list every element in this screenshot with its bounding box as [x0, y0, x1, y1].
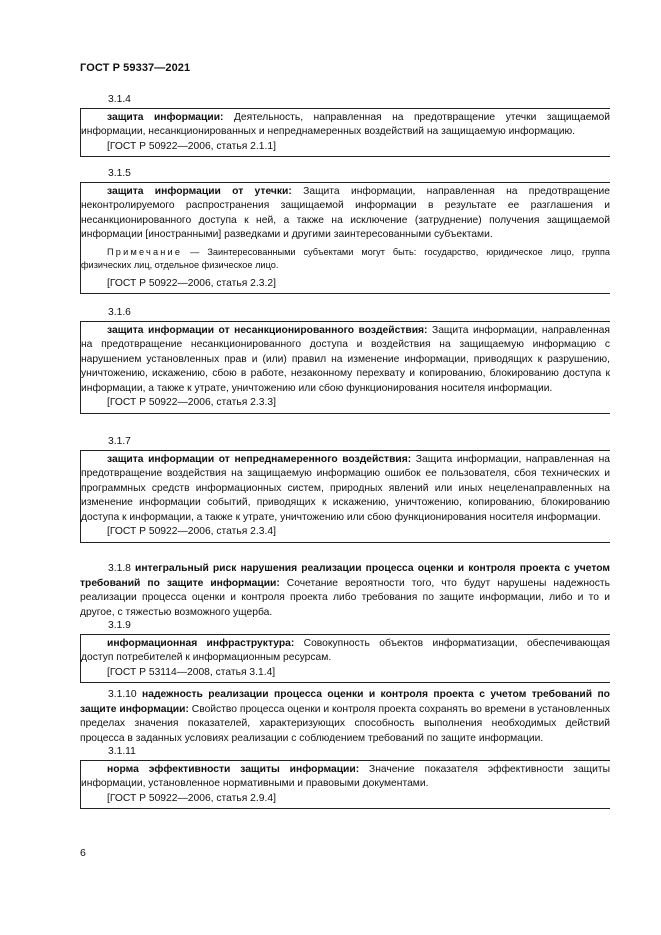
definition-text: Свойство процесса оценки и контроля проекта сохранять во времени в установленных пределах значения показателей, характеризующих способность выполнения необходимых действий процесса в заданных условиях реализации с соблюдением требований по защите информации. [80, 703, 610, 744]
definition-text: Защита информации, направленная на предотвращение несанкционированного доступа и воздействия на защищаемую информацию с нарушением установленных прав и (или) правил на изменение информации, приводящих к разрушению, уничтожению, искажению, сбою в работе, незаконному перехвату и копированию, блокированию доступа к информации, а также к утрате, уничтожению или сбою функционирования носителя информации. [81, 324, 610, 394]
term-box [80, 634, 610, 684]
definition-text: Значение показателя эффективности защиты информации, установленное нормативными и правовыми документами. [81, 763, 611, 789]
term-definition [80, 688, 610, 746]
term-name: защита информации от несанкционированного воздействия: [107, 324, 428, 336]
section-number: 3.1.11 [108, 746, 136, 757]
term-name: защита информации от утечки: [107, 185, 292, 197]
note [81, 246, 610, 273]
term-name: надежность реализации процесса оценки и контроля проекта с учетом требований по защите информации: [80, 689, 610, 715]
term-name: норма эффективности защиты информации: [107, 763, 360, 775]
note-text: — Заинтересованными субъектами могут быть: государство, юридическое лицо, группа физических лиц, отдельное физическое лицо. [81, 246, 610, 270]
section-3-1-5 [80, 167, 610, 294]
source-reference: [ГОСТ Р 53114—2008, статья 3.1.4] [107, 666, 276, 678]
term-definition [81, 111, 610, 140]
term-definition [81, 324, 610, 397]
definition-text: Защита информации, направленная на предотвращение неконтролируемого распространения защищаемой информации в результате ее разглашения и несанкционированного доступа к ней, а также на исключение (затруднение) получения защищаемой информации [иностранными] разведками и другими заинтересованными субъектами. [81, 185, 610, 240]
section-3-1-6 [80, 306, 610, 414]
term-name: защита информации: [107, 111, 224, 123]
section-number: 3.1.5 [108, 168, 131, 179]
section-number: 3.1.6 [108, 307, 131, 318]
page-number: 6 [80, 847, 86, 859]
note-label: Примечание [107, 246, 183, 257]
term-definition [80, 562, 610, 620]
source-reference: [ГОСТ Р 50922—2006, статья 2.3.4] [107, 526, 276, 537]
section-3-1-8 [80, 562, 610, 620]
section-number: 3.1.7 [108, 436, 131, 447]
source-reference: [ГОСТ Р 50922—2006, статья 2.3.2] [107, 277, 276, 289]
section-number: 3.1.4 [108, 94, 131, 105]
term-box [80, 321, 610, 414]
source-reference: [ГОСТ Р 50922—2006, статья 2.9.4] [107, 792, 276, 804]
section-3-1-11 [80, 745, 610, 809]
section-number: 3.1.8 [108, 563, 131, 574]
term-definition [81, 637, 610, 666]
section-3-1-10 [80, 688, 610, 746]
source-reference: [ГОСТ Р 50922—2006, статья 2.1.1] [107, 140, 276, 152]
source-reference: [ГОСТ Р 50922—2006, статья 2.3.3] [107, 397, 276, 408]
section-number: 3.1.10 [108, 689, 137, 700]
term-name: интегральный риск нарушения реализации процесса оценки и контроля проекта с учетом требований по защите информации: [80, 563, 610, 589]
document-header: ГОСТ Р 59337—2021 [80, 62, 191, 74]
definition-text: Защита информации, направленная на предотвращение воздействия на защищаемую информацию ошибок ее пользователя, сбоя технических и программных средств информационных систем, природных явлений или иных нецеленаправленных на изменение информации событий, приводящих к искажению, уничтожению, копированию, блокированию доступа к информации, а также к утрате, уничтожению или сбою функционирования носителя информации. [81, 453, 611, 523]
section-3-1-7 [80, 435, 610, 543]
definition-text: Совокупность объектов информатизации, обеспечивающая доступ потребителей к информационным ресурсам. [81, 637, 610, 663]
definition-text: Сочетание вероятности того, что будут нарушены надежность реализации процесса оценки и контроля проекта либо требования по защите информации, либо и то и другое, с тяжестью возможного ущерба. [80, 577, 610, 618]
definition-text: Деятельность, направленная на предотвращение утечки защищаемой информации, несанкционированных и непреднамеренных воздействий на защищаемую информацию. [81, 111, 610, 137]
term-definition [81, 185, 610, 243]
section-3-1-9 [80, 619, 610, 683]
term-name: защита информации от непреднамеренного воздействия: [107, 453, 412, 465]
term-name: информационная инфраструктура: [107, 637, 295, 649]
term-box [80, 182, 610, 295]
term-definition [81, 453, 610, 526]
section-3-1-4 [80, 93, 610, 157]
term-definition [81, 763, 610, 792]
term-box [80, 760, 610, 810]
section-number: 3.1.9 [108, 620, 131, 631]
term-box [80, 108, 610, 158]
term-box [80, 450, 610, 543]
